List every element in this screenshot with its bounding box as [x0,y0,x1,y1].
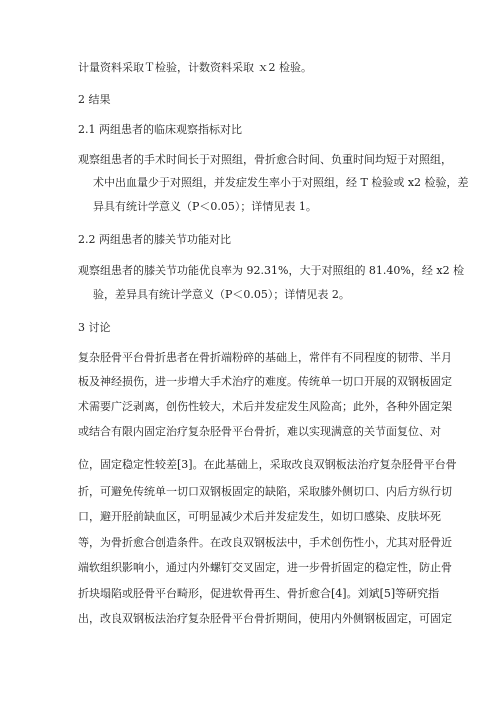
subsection-2-1-heading: 2.1 两组患者的临床观察指标对比 [78,123,242,136]
paragraph-line: 等，为骨折愈合创造条件。在改良双钢板法中，手术创伤性小，尤其对胫骨近 [78,536,452,549]
subsection-2-2-heading: 2.2 两组患者的膝关节功能对比 [78,233,231,246]
methods-closing-line: 计量资料采取Ｔ检验，计数资料采取 ｘ2 检验。 [78,61,312,74]
paragraph-line: 或结合有限内固定治疗复杂胫骨平台骨折，难以实现满意的关节面复位、对 [78,425,441,438]
paragraph-line: 验，差异具有统计学意义（P＜0.05）；详情见表 2。 [93,288,350,301]
paragraph-line: 口，避开胫前缺血区，可明显减少术后并发症发生，如切口感染、皮肤坏死 [78,510,441,523]
paragraph-line: 复杂胫骨平台骨折患者在骨折端粉碎的基础上，常伴有不同程度的韧带、半月 [78,351,452,364]
paragraph-line: 板及神经损伤，进一步增大手术治疗的难度。传统单一切口开展的双钢板固定 [78,375,452,388]
paragraph-line: 观察组患者的手术时间长于对照组，骨折愈合时间、负重时间均短于对照组， [78,153,452,166]
paragraph-line: 术中出血量少于对照组，并发症发生率小于对照组，经 T 检验或 x2 检验，差 [93,176,469,189]
section-3-heading: 3 讨论 [78,321,111,334]
paragraph-line: 位，固定稳定性较差[3]。在此基础上，采取改良双钢板法治疗复杂胫骨平台骨 [78,458,457,471]
paragraph-line: 折块塌陷或胫骨平台畸形，促进软骨再生、骨折愈合[4]。刘斌[5]等研究指 [78,587,440,600]
paragraph-line: 折，可避免传统单一切口双钢板固定的缺陷，采取膝外侧切口、内后方纵行切 [78,485,452,498]
section-2-heading: 2 结果 [78,93,111,106]
paragraph-line: 端软组织影响小，通过内外螺钉交叉固定，进一步骨折固定的稳定性，防止骨 [78,561,452,574]
paragraph-line: 观察组患者的膝关节功能优良率为 92.31%，大于对照组的 81.40%，经 x2 检 [78,264,465,277]
paragraph-line: 异具有统计学意义（P＜0.05）；详情见表 1。 [93,200,317,213]
paragraph-line: 出，改良双钢板法治疗复杂胫骨平台骨折期间，使用内外侧钢板固定，可固定 [78,612,452,625]
paragraph-line: 术需要广泛剥离，创伤性较大，术后并发症发生风险高；此外，各种外固定架 [78,400,452,413]
